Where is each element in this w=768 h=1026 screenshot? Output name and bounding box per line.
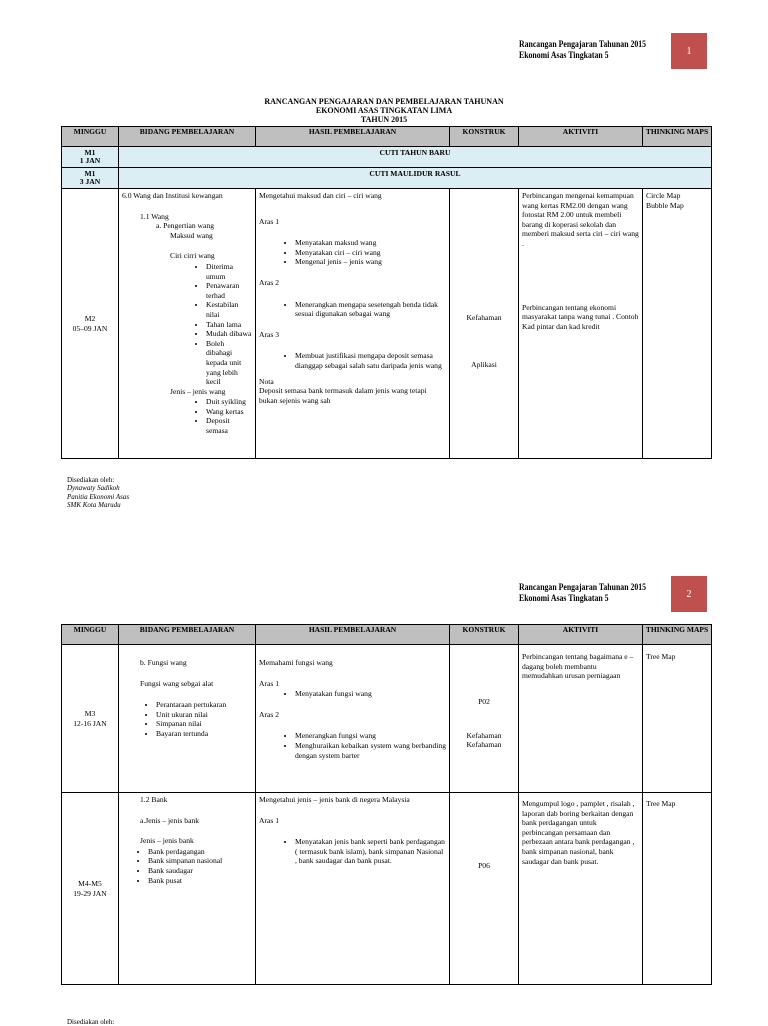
document-header bbox=[519, 40, 646, 62]
col-header-aktiviti: AKTIVITI bbox=[519, 127, 643, 147]
maps-cell bbox=[643, 189, 712, 459]
header-line1: Rancangan Pengajaran Tahunan 2015 bbox=[519, 583, 647, 593]
konstruk-cell bbox=[450, 793, 519, 985]
list-item: • Menghuraikan kebaikan system wang berbanding dengan system barter bbox=[295, 741, 446, 760]
list-item: • Menyatakan maksud wang bbox=[295, 238, 446, 248]
konstruk-cell bbox=[450, 189, 519, 459]
list-item: • Mudah dibawa bbox=[206, 329, 252, 339]
holiday-row bbox=[62, 147, 712, 168]
col-header-thinking-maps: THINKING MAPS bbox=[643, 625, 712, 645]
maps-cell bbox=[643, 793, 712, 985]
list-item: • Menerangkan fungsi wang bbox=[295, 731, 446, 741]
bidang-cell bbox=[119, 189, 256, 459]
list-item: • Diterima umum bbox=[206, 262, 252, 281]
subtopic-desc: Jenis – jenis bank bbox=[140, 836, 194, 846]
week-label: M3 bbox=[84, 708, 96, 718]
table-row-m2 bbox=[62, 189, 712, 459]
page-number-badge: 1 bbox=[671, 33, 707, 69]
list-item: • Mengenal jenis – jenis wang bbox=[295, 257, 446, 267]
subtopic: b. Fungsi wang bbox=[140, 658, 187, 667]
list-item: • Bank simpanan nasional bbox=[148, 856, 252, 866]
thinking-map: Tree Map bbox=[646, 799, 676, 808]
konstruk-value: Kefahaman bbox=[466, 730, 502, 740]
konstruk-cell bbox=[450, 645, 519, 793]
holiday-row bbox=[62, 168, 712, 189]
topic-title: 6.0 Wang dan Institusi kewangan bbox=[122, 191, 223, 200]
aktiviti-text: Perbincangan tentang ekonomi masyarakat tanpa wang tunai . Contoh Kad pintar dan kad kredit bbox=[522, 302, 639, 331]
week-label: M4-M5 bbox=[78, 878, 102, 888]
list-item: • Bank saudagar bbox=[148, 866, 252, 876]
list-item: • Wang kertas bbox=[206, 407, 252, 417]
list-item: • Perantaraan pertukaran bbox=[156, 700, 252, 710]
konstruk-value: Kefahaman bbox=[466, 313, 502, 322]
title-line2: EKONOMI ASAS TINGKATAN LIMA bbox=[315, 106, 453, 115]
holiday-label: CUTI MAULIDUR RASUL bbox=[119, 168, 712, 189]
col-header-thinking-maps: THINKING MAPS bbox=[643, 127, 712, 147]
week-cell bbox=[62, 189, 119, 459]
col-header-bidang: BIDANG PEMBELAJARAN bbox=[119, 625, 256, 645]
list-item: • Tahan lama bbox=[206, 320, 252, 330]
list-item: • Bank perdagangan bbox=[148, 847, 252, 857]
col-header-konstruk: KONSTRUK bbox=[450, 625, 519, 645]
subtopic-a: a. Pengertian wang bbox=[156, 221, 214, 231]
plan-table-page2 bbox=[61, 624, 712, 985]
aktiviti-cell bbox=[519, 645, 643, 793]
header-line2: Ekonomi Asas Tingkatan 5 bbox=[519, 594, 609, 604]
subtopic-a: a.Jenis – jenis bank bbox=[140, 815, 200, 825]
list-item: • Bayaran tertunda bbox=[156, 729, 252, 739]
col-header-hasil: HASIL PEMBELAJARAN bbox=[256, 625, 450, 645]
aktiviti-text: Perbincangan mengenai kemampuan wang kertas RM2.00 dengan wang fotostat RM 2.00 untuk membeli barang di koperasi sekolah dan memberi maksud serta ciri – ciri wang . bbox=[522, 191, 639, 248]
aras-label: Aras 1 bbox=[259, 678, 280, 688]
aktiviti-cell bbox=[519, 189, 643, 459]
hasil-intro: Mengetahui maksud dan ciri – ciri wang bbox=[259, 191, 382, 200]
list-item: • Deposit semasa bbox=[206, 416, 252, 435]
konstruk-value: P06 bbox=[478, 861, 490, 870]
thinking-map: Bubble Map bbox=[646, 200, 684, 210]
list-item: • Unit ukuran nilai bbox=[156, 710, 252, 720]
hasil-cell bbox=[256, 793, 450, 985]
plan-table-page1 bbox=[61, 126, 712, 459]
list-item: • Penawaran terhad bbox=[206, 281, 252, 300]
list-item: • Duit syikling bbox=[206, 397, 252, 407]
list-item: • Menyatakan fungsi wang bbox=[295, 689, 446, 699]
list-item: • Menyatakan jenis bank seperti bank perdagangan ( termasuk bank islam), bank simpanan Nasional , bank saudagar dan bank pusat. bbox=[295, 837, 446, 866]
hasil-intro: Memahami fungsi wang bbox=[259, 658, 333, 667]
nota-text: Deposit semasa bank termasuk dalam jenis wang tetapi bukan sejenis wang sah bbox=[259, 386, 427, 405]
document-header bbox=[519, 583, 646, 605]
prepared-by-label: Disediakan oleh: bbox=[67, 476, 115, 484]
holiday-week: M1 3 JAN bbox=[62, 168, 119, 189]
week-date: 12-16 JAN bbox=[73, 718, 107, 728]
preparer-school: SMK Kota Marudu bbox=[67, 500, 121, 509]
subtopic: 1.1 Wang bbox=[140, 211, 169, 221]
week-cell bbox=[62, 645, 119, 793]
konstruk-value: P02 bbox=[478, 697, 490, 706]
subtopic-a-desc: Maksud wang bbox=[170, 230, 213, 240]
col-header-hasil: HASIL PEMBELAJARAN bbox=[256, 127, 450, 147]
jenis-title: Jenis – jenis wang bbox=[170, 386, 226, 396]
aktiviti-text: Perbincangan tentang bagaimana e – dagang boleh membantu memudahkan urusan perniagaan bbox=[522, 652, 634, 681]
week-label: M2 bbox=[84, 313, 96, 323]
prepared-by bbox=[67, 476, 129, 509]
col-header-konstruk: KONSTRUK bbox=[450, 127, 519, 147]
col-header-minggu: MINGGU bbox=[62, 625, 119, 645]
aras-label: Aras 1 bbox=[259, 216, 280, 226]
document-title bbox=[0, 97, 768, 124]
maps-cell bbox=[643, 645, 712, 793]
col-header-aktiviti: AKTIVITI bbox=[519, 625, 643, 645]
page-2 bbox=[0, 558, 768, 1024]
list-item: • Bank pusat bbox=[148, 876, 252, 886]
table-row-m3 bbox=[62, 645, 712, 793]
col-header-bidang: BIDANG PEMBELAJARAN bbox=[119, 127, 256, 147]
header-line1: Rancangan Pengajaran Tahunan 2015 bbox=[519, 40, 647, 50]
subtopic: 1.2 Bank bbox=[140, 795, 168, 804]
title-line1: RANCANGAN PENGAJARAN DAN PEMBELAJARAN TAHUNAN bbox=[264, 97, 504, 106]
preparer-name: Dynawaty Sadikoh bbox=[67, 484, 120, 493]
holiday-label: CUTI TAHUN BARU bbox=[119, 147, 712, 168]
aras-label: Aras 1 bbox=[259, 815, 280, 825]
konstruk-value: Aplikasi bbox=[471, 359, 497, 369]
aktiviti-cell bbox=[519, 793, 643, 985]
hasil-intro: Mengetahui jenis – jenis bank di negera Malaysia bbox=[259, 795, 410, 804]
table-row-m4-m5 bbox=[62, 793, 712, 985]
subtopic-desc: Fungsi wang sebgai alat bbox=[140, 678, 214, 688]
header-line2: Ekonomi Asas Tingkatan 5 bbox=[519, 51, 609, 61]
list-item: • Simpanan nilai bbox=[156, 719, 252, 729]
konstruk-value: Kefahaman bbox=[466, 740, 502, 750]
week-cell bbox=[62, 793, 119, 985]
thinking-map: Circle Map bbox=[646, 191, 681, 200]
list-item: • Membuat justifikasi mengapa deposit semasa dianggap sebagai salah satu daripada jenis wang bbox=[295, 351, 446, 370]
aras-label: Aras 2 bbox=[259, 709, 280, 719]
list-item: • Boleh dibahagi kepada unit yang lebih kecil bbox=[206, 339, 252, 387]
hasil-cell bbox=[256, 189, 450, 459]
list-item: • Menerangkan mengapa sesetengah benda tidak sesuai digunakan sebagai wang bbox=[295, 300, 446, 319]
col-header-minggu: MINGGU bbox=[62, 127, 119, 147]
aktiviti-text: Mengumpul logo , pamplet , risalah , laporan dab boring berkaitan dengan bank perdagangan untuk perbincangan persamaan dan perbezaan antara bank perdagangan , bank simpanan nasional, bank saudagar dan bank pusat. bbox=[522, 799, 635, 866]
bidang-cell bbox=[119, 645, 256, 793]
hasil-cell bbox=[256, 645, 450, 793]
ciri-title: Ciri cirri wang bbox=[170, 251, 215, 261]
aras-label: Aras 3 bbox=[259, 329, 280, 339]
page-number-badge: 2 bbox=[671, 576, 707, 612]
title-line3: TAHUN 2015 bbox=[360, 115, 408, 124]
nota-label: Nota bbox=[259, 376, 274, 386]
aras-label: Aras 2 bbox=[259, 277, 280, 287]
list-item: • Kestabilan nilai bbox=[206, 300, 252, 319]
prepared-by-footer: Disediakan oleh: bbox=[67, 1018, 115, 1026]
thinking-map: Tree Map bbox=[646, 652, 676, 661]
week-date: 19-29 JAN bbox=[73, 888, 107, 898]
bidang-cell bbox=[119, 793, 256, 985]
week-date: 05–09 JAN bbox=[72, 323, 108, 333]
preparer-role: Panitia Ekonomi Asas bbox=[67, 492, 130, 501]
list-item: • Menyatakan ciri – ciri wang bbox=[295, 248, 446, 258]
holiday-week: M1 1 JAN bbox=[62, 147, 119, 168]
